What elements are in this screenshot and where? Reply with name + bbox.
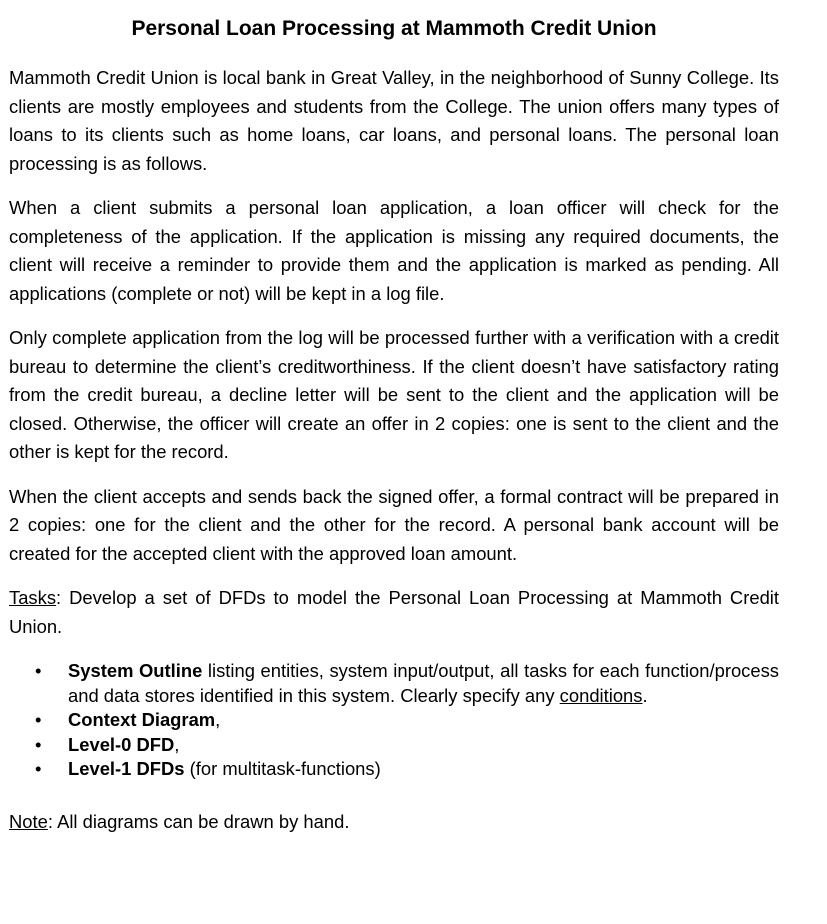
paragraph-contract: When the client accepts and sends back the signed offer, a formal contract will be prepared in 2 copies: one for the client and the other for the record. A personal bank account will be created for the accepted client with the approved loan amount. (9, 485, 779, 564)
bullet-bold-text: System Outline (68, 660, 203, 681)
bullet-marker: • (35, 660, 42, 681)
bullet-item-system-outline (9, 659, 779, 708)
document-title: Personal Loan Processing at Mammoth Credit Union (131, 17, 657, 40)
bullet-bold-text: Level-0 DFD (68, 733, 175, 755)
bullet-text: (for multitask-functions) (184, 758, 381, 779)
bullet-marker: • (35, 733, 42, 755)
document-page (9, 14, 779, 836)
bullet-item-level1-dfds (9, 757, 779, 782)
tasks-text: : Develop a set of DFDs to model the Personal Loan Processing at Mammoth Credit Union. (9, 587, 779, 637)
bullet-underlined-text: conditions (559, 684, 643, 706)
task-bullet-list (9, 659, 779, 782)
tasks-paragraph (9, 584, 779, 641)
bullet-bold-text: Context Diagram (68, 709, 216, 730)
note-text: : All diagrams can be drawn by hand. (47, 810, 350, 832)
bullet-item-context-diagram (9, 708, 779, 733)
bullet-marker: • (35, 758, 42, 779)
paragraph-credit-verification: Only complete application from the log will be processed further with a verification with a credit bureau to determine the client’s creditworthiness. If the client doesn’t have satisfactory rating from the credit bureau, a decline letter will be sent to the client and the application will be closed. Otherwise, the officer will create an offer in 2 copies: one is sent to the client and the other is kept for the record. (9, 327, 779, 462)
bullet-marker: • (35, 709, 42, 730)
bullet-text: , (215, 709, 221, 730)
paragraph-application-check: When a client submits a personal loan application, a loan officer will check for the completeness of the application. If the application is missing any required documents, the client will receive a reminder to provide them and the application is marked as pending. All applications (complete or not) will be kept in a log file. (9, 197, 779, 304)
bullet-text: listing entities, system input/output, all tasks for each function/process and data stores identified in this system. Clearly specify any (68, 660, 779, 706)
bullet-bold-text: Level-1 DFDs (68, 758, 185, 779)
paragraph-intro: Mammoth Credit Union is local bank in Great Valley, in the neighborhood of Sunny College. Its clients are mostly employees and students from the College. The union offers many types of loans to its clients such as home loans, car loans, and personal loans. The personal loan processing is as follows. (9, 67, 779, 174)
bullet-text: , (174, 733, 180, 755)
bullet-item-level0-dfd (9, 733, 779, 758)
tasks-label: Tasks (9, 587, 57, 608)
note-paragraph (9, 808, 779, 836)
note-label: Note (9, 810, 48, 832)
bullet-text-after: . (642, 684, 648, 706)
